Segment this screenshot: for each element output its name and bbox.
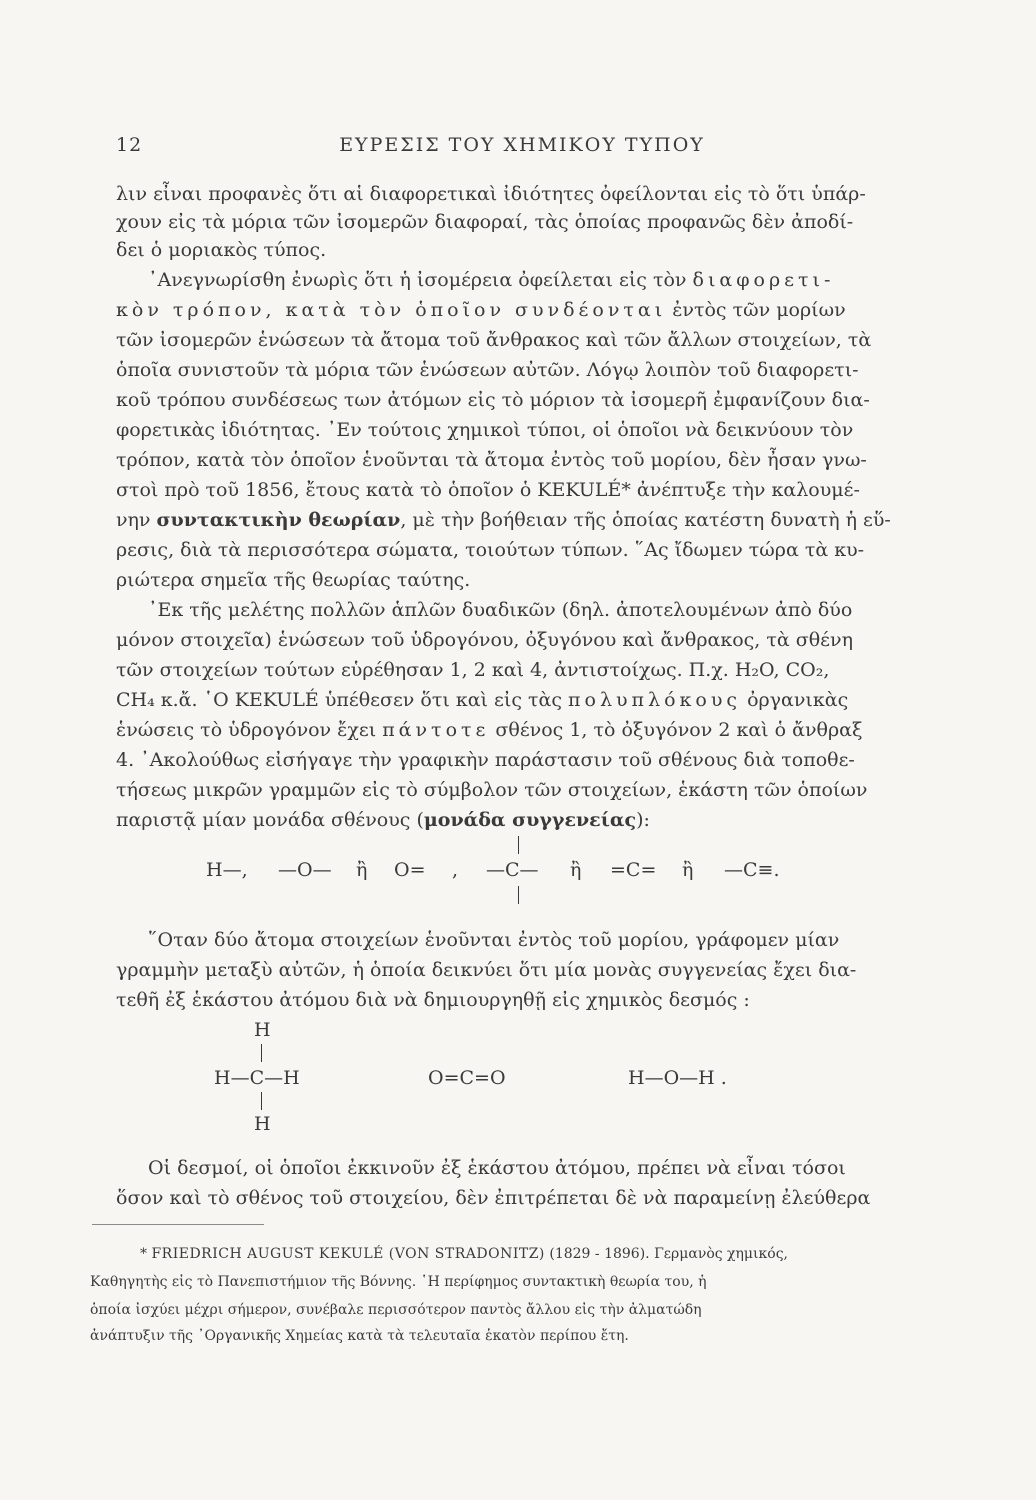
spaced-emphasis: πάντοτε bbox=[382, 719, 490, 741]
formula-oxygen-single: —O— bbox=[278, 859, 332, 881]
formula-hydrogen: H—, bbox=[206, 859, 248, 881]
body-line: κοῦ τρόπου συνδέσεως των ἀτόμων εἰς τὸ μόριον τὰ ἰσομερῆ ἐμφανίζουν δια- bbox=[116, 389, 870, 411]
body-line: παριστᾷ μίαν μονάδα σθένους (μονάδα συγγενείας): bbox=[116, 809, 650, 831]
methane-bottom-h: H bbox=[254, 1113, 271, 1135]
methane-formula: H—C—H bbox=[214, 1067, 300, 1089]
bond-line bbox=[261, 1044, 262, 1062]
formula-or: ἢ bbox=[682, 859, 694, 881]
body-line: νην συντακτικὴν θεωρίαν, μὲ τὴν βοήθειαν τῆς ὁποίας κατέστη δυνατὴ ἡ εὕ- bbox=[116, 509, 891, 531]
page-number: 12 bbox=[116, 134, 143, 156]
spaced-emphasis: πολυπλόκους bbox=[568, 689, 742, 711]
carbon-dioxide-formula: O=C=O bbox=[428, 1067, 506, 1089]
footnote-rule bbox=[92, 1224, 264, 1225]
body-line: χουν εἰς τὰ μόρια τῶν ἰσομερῶν διαφοραί, τὰς ὁποίας προφανῶς δὲν ἀποδί- bbox=[116, 211, 854, 233]
body-line: τρόπον, κατὰ τὸν ὁποῖον ἑνοῦνται τὰ ἄτομα ἐντὸς τοῦ μορίου, δὲν ἦσαν γνω- bbox=[116, 449, 867, 471]
body-line: τῶν στοιχείων τούτων εὑρέθησαν 1, 2 καὶ 4, ἀντιστοίχως. Π.χ. H₂O, CO₂, bbox=[116, 659, 830, 681]
body-line: μόνον στοιχεῖα) ἑνώσεων τοῦ ὑδρογόνου, ὀξυγόνου καὶ ἄνθρακος, τὰ σθένη bbox=[116, 629, 853, 651]
water-formula: H—O—H . bbox=[628, 1067, 727, 1089]
body-line: στοὶ πρὸ τοῦ 1856, ἔτους κατὰ τὸ ὁποῖον ὁ KEKULÉ* ἀνέπτυξε τὴν καλουμέ- bbox=[116, 479, 860, 501]
formula-or: ἢ bbox=[570, 859, 582, 881]
formula-carbon-single: —C— bbox=[486, 859, 539, 881]
footnote-line: ὁποία ἰσχύει μέχρι σήμερον, συνέβαλε περισσότερον παντὸς ἄλλου εἰς τὴν ἀλματώδη bbox=[90, 1302, 702, 1318]
bold-term: συντακτικὴν θεωρίαν bbox=[156, 509, 401, 531]
bond-line bbox=[261, 1092, 262, 1110]
footnote-name: FRIEDRICH AUGUST KEKULÉ (VON STRADONITZ) bbox=[151, 1246, 545, 1262]
body-line: φορετικὰς ἰδιότητας. ᾿Εν τούτοις χημικοὶ τύποι, οἱ ὁποῖοι νὰ δεικνύουν τὸν bbox=[116, 419, 854, 441]
body-line: κὸν τρόπον, κατὰ τὸν ὁποῖον συνδέονται ἐντὸς τῶν μορίων bbox=[116, 299, 846, 321]
body-line: ᾿Ανεγνωρίσθη ἐνωρὶς ὅτι ἡ ἰσομέρεια ὀφείλεται εἰς τὸν διαφορετι- bbox=[148, 269, 835, 291]
footnote-line: ἀνάπτυξιν τῆς ᾿Οργανικῆς Χημείας κατὰ τὰ τελευταῖα ἑκατὸν περίπου ἔτη. bbox=[90, 1328, 629, 1344]
spaced-emphasis: διαφορετι- bbox=[692, 269, 835, 291]
footnote-line: * FRIEDRICH AUGUST KEKULÉ (VON STRADONITZ) (1829 - 1896). Γερμανὸς χημικός, bbox=[140, 1246, 788, 1262]
body-line: Οἱ δεσμοί, οἱ ὁποῖοι ἐκκινοῦν ἐξ ἑκάστου ἀτόμου, πρέπει νὰ εἶναι τόσοι bbox=[148, 1157, 846, 1179]
spaced-emphasis: κὸν τρόπον, κατὰ τὸν ὁποῖον συνδέονται bbox=[116, 299, 667, 321]
body-line: ὅσον καὶ τὸ σθένος τοῦ στοιχείου, δὲν ἐπιτρέπεται δὲ νὰ παραμείνῃ ἐλεύθερα bbox=[116, 1187, 871, 1209]
body-line: CH₄ κ.ἄ. ῾Ο KEKULÉ ὑπέθεσεν ὅτι καὶ εἰς τὰς πολυπλόκους ὀργανικὰς bbox=[116, 689, 849, 711]
body-line: τήσεως μικρῶν γραμμῶν εἰς τὸ σύμβολον τῶν στοιχείων, ἑκάστη τῶν ὁποίων bbox=[116, 779, 868, 801]
bond-line bbox=[518, 836, 519, 854]
running-header bbox=[116, 134, 928, 158]
formula-oxygen-double: O= bbox=[394, 859, 426, 881]
body-line: τεθῆ ἐξ ἑκάστου ἀτόμου διὰ νὰ δημιουργηθῇ εἰς χημικὸς δεσμός : bbox=[116, 989, 750, 1011]
body-line: ἑνώσεις τὸ ὑδρογόνον ἔχει πάντοτε σθένος 1, τὸ ὀξυγόνον 2 καὶ ὁ ἄνθραξ bbox=[116, 719, 863, 741]
body-line: ὁποῖα συνιστοῦν τὰ μόρια τῶν ἑνώσεων αὐτῶν. Λόγῳ λοιπὸν τοῦ διαφορετι- bbox=[116, 359, 859, 381]
body-line: τῶν ἰσομερῶν ἑνώσεων τὰ ἄτομα τοῦ ἄνθρακος καὶ τῶν ἄλλων στοιχείων, τὰ bbox=[116, 329, 872, 351]
body-line: ᾿Εκ τῆς μελέτης πολλῶν ἁπλῶν δυαδικῶν (δηλ. ἀποτελουμένων ἀπὸ δύο bbox=[148, 599, 853, 621]
formula-carbon-triple: —C≡. bbox=[724, 859, 780, 881]
body-line: λιν εἶναι προφανὲς ὅτι αἱ διαφορετικαὶ ἰδιότητες ὀφείλονται εἰς τὸ ὅτι ὑπάρ- bbox=[116, 183, 866, 205]
running-title: ΕΥΡΕΣΙΣ ΤΟΥ ΧΗΜΙΚΟΥ ΤΥΠΟΥ bbox=[339, 134, 705, 156]
footnote-line: Καθηγητὴς εἰς τὸ Πανεπιστήμιον τῆς Βόννης. ῾Η περίφημος συντακτικὴ θεωρία του, ἡ bbox=[90, 1274, 707, 1290]
methane-top-h: H bbox=[254, 1019, 271, 1041]
body-line: γραμμὴν μεταξὺ αὐτῶν, ἡ ὁποία δεικνύει ὅτι μία μονὰς συγγενείας ἔχει δια- bbox=[116, 959, 857, 981]
body-line: ῞Οταν δύο ἄτομα στοιχείων ἑνοῦνται ἐντὸς τοῦ μορίου, γράφομεν μίαν bbox=[148, 929, 840, 951]
formula-comma: , bbox=[452, 859, 459, 881]
body-line: ρεσις, διὰ τὰ περισσότερα σώματα, τοιούτων τύπων. ῞Ας ἴδωμεν τώρα τὰ κυ- bbox=[116, 539, 865, 561]
formula-or: ἢ bbox=[356, 859, 368, 881]
body-line: 4. ᾿Ακολούθως εἰσήγαγε τὴν γραφικὴν παράστασιν τοῦ σθένους διὰ τοποθε- bbox=[116, 749, 855, 771]
body-line: δει ὁ μοριακὸς τύπος. bbox=[116, 239, 327, 261]
formula-carbon-double: =C= bbox=[610, 859, 657, 881]
bond-line bbox=[518, 886, 519, 904]
body-line: ριώτερα σημεῖα τῆς θεωρίας ταύτης. bbox=[116, 569, 471, 591]
bold-term: μονάδα συγγενείας bbox=[423, 809, 637, 831]
